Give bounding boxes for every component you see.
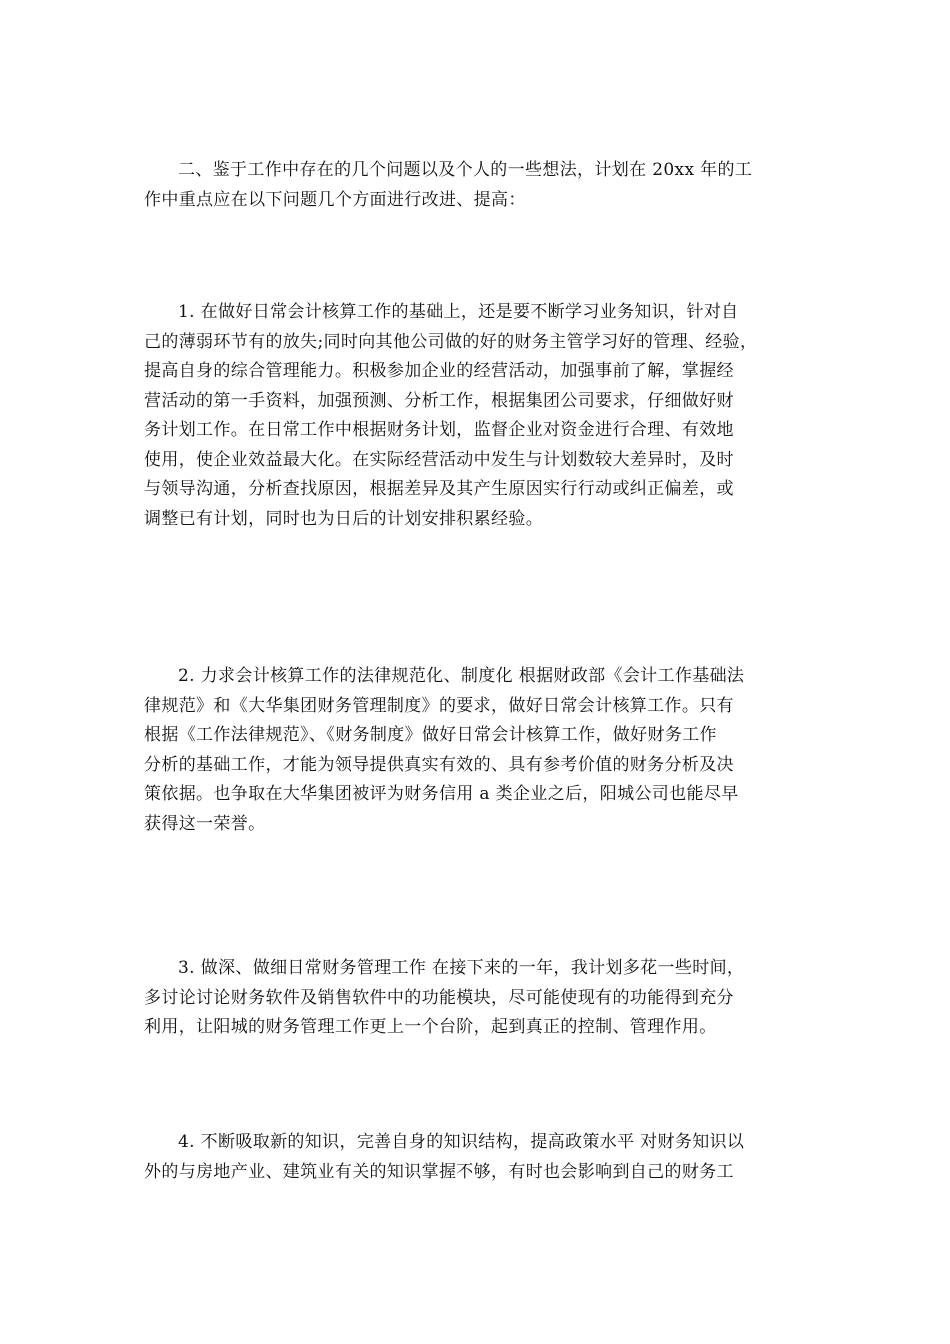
text-line: 营活动的第一手资料，加强预测、分析工作，根据集团公司要求，仔细做好财 — [144, 390, 734, 411]
text-line: 作中重点应在以下问题几个方面进行改进、提高： — [144, 189, 526, 210]
paragraph-item-3 — [144, 954, 814, 1043]
text-line: 分析的基础工作，才能为领导提供真实有效的、具有参考价值的财务分析及决 — [144, 754, 734, 775]
text-line: 策依据。也争取在大华集团被评为财务信用 a 类企业之后，阳城公司也能尽早 — [144, 784, 739, 804]
text-line: 获得这一荣誉。 — [144, 813, 266, 834]
paragraph-item-1 — [144, 298, 814, 534]
text-line: 3. 做深、做细日常财务管理工作 在接下来的一年，我计划多花一些时间， — [178, 958, 745, 978]
text-line: 利用，让阳城的财务管理工作更上一个台阶，起到真正的控制、管理作用。 — [144, 1017, 717, 1037]
text-line: 多讨论讨论财务软件及销售软件中的功能模块，尽可能使现有的功能得到充分 — [144, 987, 734, 1008]
text-line: 根据《工作法律规范》、《财务制度》做好日常会计核算工作，做好财务工作 — [144, 725, 717, 745]
text-line: 使用，使企业效益最大化。在实际经营活动中发生与计划数较大差异时，及时 — [144, 449, 734, 470]
text-line: 与领导沟通，分析查找原因，根据差异及其产生原因实行行动或纠正偏差，或 — [144, 479, 734, 499]
text-line: 务计划工作。在日常工作中根据财务计划，监督企业对资金进行合理、有效地 — [144, 420, 734, 440]
paragraph-intro — [144, 156, 814, 215]
text-line: 1. 在做好日常会计核算工作的基础上，还是要不断学习业务知识，针对自 — [178, 302, 739, 322]
text-line: 律规范》和《大华集团财务管理制度》的要求，做好日常会计核算工作。只有 — [144, 695, 734, 716]
text-line: 提高自身的综合管理能力。积极参加企业的经营活动，加强事前了解，掌握经 — [144, 361, 734, 381]
text-line: 己的薄弱环节有的放失;同时向其他公司做的好的财务主管学习好的管理、经验， — [144, 331, 758, 352]
text-line: 4. 不断吸取新的知识，完善自身的知识结构，提高政策水平 对财务知识以 — [178, 1132, 745, 1152]
text-line: 2. 力求会计核算工作的法律规范化、制度化 根据财政部《会计工作基础法 — [178, 666, 745, 686]
text-line: 二、鉴于工作中存在的几个问题以及个人的一些想法，计划在 20xx 年的工 — [178, 160, 753, 180]
paragraph-item-2 — [144, 662, 814, 839]
text-line: 调整已有计划，同时也为日后的计划安排积累经验。 — [144, 508, 544, 529]
paragraph-item-4 — [144, 1128, 814, 1187]
text-line: 外的与房地产业、建筑业有关的知识掌握不够，有时也会影响到自己的财务工 — [144, 1161, 734, 1182]
